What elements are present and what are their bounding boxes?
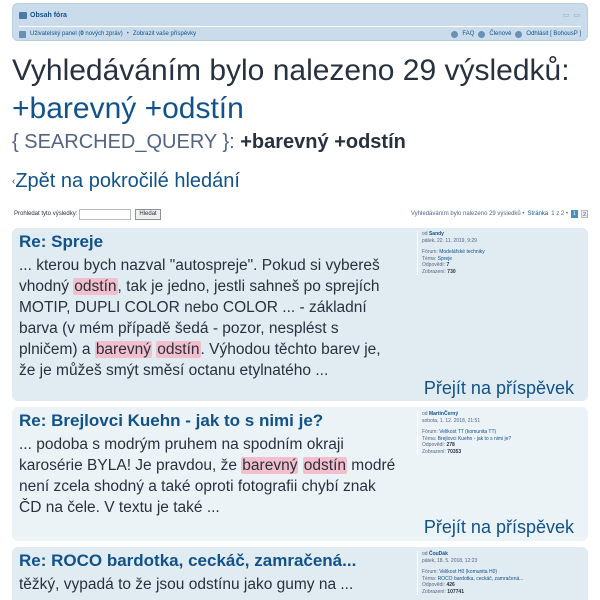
post-date: sobota, 1. 12. 2018, 21:51: [422, 417, 481, 424]
author-by-label: od: [422, 411, 428, 417]
new-messages-count: 0: [80, 31, 84, 37]
search-query-link[interactable]: +barevný +odstín: [12, 92, 244, 125]
forum-link[interactable]: Velikost H0 (komunita H0): [439, 569, 498, 575]
page-2-link[interactable]: 2: [581, 210, 588, 218]
views-count: 730: [447, 268, 456, 275]
user-panel-icon: [19, 31, 26, 38]
searched-query: [12, 131, 406, 154]
navbar: [12, 3, 588, 41]
views-label: Zobrazení:: [422, 268, 446, 275]
search-within-input[interactable]: [79, 209, 131, 220]
navbar-top-row: [19, 8, 581, 22]
topic-link[interactable]: Spreje: [437, 255, 453, 262]
search-results-bar: [14, 206, 588, 222]
forum-label: Fórum:: [422, 569, 438, 575]
highlighted-term: odstín: [74, 278, 117, 295]
replies-count: 278: [446, 442, 455, 448]
excerpt-text: těžký, vypadá to že jsou odstínu jako gumy na ...: [19, 576, 354, 593]
search-result-post: [12, 407, 588, 541]
replies-count: 7: [446, 262, 450, 268]
views-label: Zobrazení:: [422, 588, 446, 595]
user-control-panel-link[interactable]: [30, 31, 123, 37]
results-title: Vyhledáváním bylo nalezeno 29 výsledků:: [12, 54, 570, 87]
excerpt-text: , tak je jedno, jestli sahneš po sprejích MOTIP, DUPLI COLOR nebo COLOR ... - základní barva (v mém případě šedá - pozor, nesplést s plničem) a: [19, 278, 380, 358]
highlighted-term: odstín: [157, 341, 200, 358]
jump-to-post-link[interactable]: Přejít na příspěvek: [423, 378, 574, 398]
navbar-user-row: [19, 26, 581, 39]
ucp-prefix: Uživatelský panel (: [30, 31, 81, 37]
replies-count: 426: [446, 582, 455, 588]
back-link-label: Zpět na pokročilé hledání: [15, 170, 240, 192]
searched-query-label: { SEARCHED_QUERY }:: [12, 131, 235, 153]
post-details: [417, 551, 582, 595]
font-resize-icon[interactable]: ▭ ▭: [562, 12, 581, 19]
excerpt-text: . Výhodou těchto barev je, že je můžeš smýt směsí octanu etylnatého ...: [19, 341, 381, 379]
faq-link[interactable]: FAQ: [462, 31, 475, 37]
home-icon: [19, 12, 27, 19]
page-1-current: 1: [571, 210, 578, 218]
topic-label: Téma:: [422, 575, 437, 582]
author-by-label: od: [422, 551, 428, 557]
post-excerpt: [19, 255, 401, 381]
post-title-link[interactable]: Re: Brejlovci Kuehn - jak to s nimi je?: [19, 411, 324, 430]
search-within-label: Prohledat tyto výsledky:: [14, 211, 78, 217]
board-index-label: Obsah fóra: [30, 11, 67, 19]
post-excerpt: [19, 434, 401, 518]
back-arrow-icon: ‹: [12, 176, 16, 188]
forum-label: Fórum:: [422, 249, 438, 255]
post-date: pátek, 22. 11. 2019, 9:29: [422, 237, 477, 244]
search-result-post: [12, 228, 588, 401]
highlighted-term: barevný: [242, 457, 298, 474]
excerpt-text: ... podoba s modrým pruhem na spodním okraji karosérie BYLA! Je pravdou, že: [19, 436, 344, 474]
faq-icon: [451, 31, 458, 38]
author-link[interactable]: MartinČerný: [428, 411, 459, 417]
ucp-suffix: nových zpráv): [83, 31, 123, 37]
replies-label: Odpovědí:: [422, 442, 446, 448]
search-result-post: [12, 547, 588, 600]
author-link[interactable]: Sandy: [428, 231, 444, 237]
replies-label: Odpovědí:: [422, 262, 446, 268]
topic-label: Téma:: [422, 435, 437, 442]
post-details: [417, 231, 582, 275]
search-button[interactable]: Hledat: [135, 209, 160, 220]
topic-link[interactable]: ROCO bardotka, ceckáč, zamračená...: [437, 575, 524, 582]
views-label: Zobrazení:: [422, 448, 446, 455]
post-title-link[interactable]: Re: Spreje: [19, 232, 104, 251]
post-title-link[interactable]: Re: ROCO bardotka, ceckáč, zamračená...: [19, 551, 357, 570]
board-index-link[interactable]: [19, 12, 67, 19]
results-count-text: Vyhledáváním bylo nalezeno 29 výsledků •: [410, 211, 525, 217]
pagination: [411, 210, 588, 218]
excerpt-text: modré není zcela shodný a také oproti fotografii chybí znak ČD na čele. V textu je také ...: [19, 457, 396, 516]
page-title: [12, 52, 592, 128]
forum-label: Fórum:: [422, 429, 438, 435]
page-label-link[interactable]: Stránka: [527, 211, 549, 217]
post-excerpt: [19, 574, 401, 595]
author-link[interactable]: ČouDák: [428, 551, 448, 557]
excerpt-text: ... kterou bych nazval "autospreje". Pokud si vybereš vhodný: [19, 257, 380, 295]
highlighted-term: odstín: [303, 457, 346, 474]
views-count: 107741: [447, 588, 464, 595]
page-of-text: 1 z 2 •: [551, 211, 568, 217]
members-link[interactable]: Členové: [489, 31, 512, 37]
author-by-label: od: [422, 231, 428, 237]
topic-label: Téma:: [422, 255, 437, 262]
post-date: pátek, 18. 5. 2018, 12:23: [422, 557, 478, 564]
forum-link[interactable]: Modelářské techniky: [439, 249, 485, 255]
topic-link[interactable]: Brejlovci Kuehn - jak to s nimi je?: [437, 435, 512, 442]
separator: •: [126, 31, 129, 37]
forum-link[interactable]: Velikost TT (komunita TT): [439, 429, 497, 435]
searched-query-value: +barevný +odstín: [240, 131, 406, 153]
jump-to-post-link[interactable]: Přejít na příspěvek: [423, 517, 574, 537]
logout-link[interactable]: Odhlásit [ BohousP ]: [526, 31, 581, 37]
highlighted-term: barevný: [95, 341, 151, 358]
view-your-posts-link[interactable]: Zobrazit vaše příspěvky: [132, 31, 197, 37]
logout-icon: [515, 31, 522, 38]
replies-label: Odpovědí:: [422, 582, 446, 588]
post-details: [417, 411, 582, 455]
back-to-advanced-search-link[interactable]: [12, 170, 240, 193]
members-icon: [478, 31, 485, 38]
views-count: 70353: [447, 448, 462, 455]
